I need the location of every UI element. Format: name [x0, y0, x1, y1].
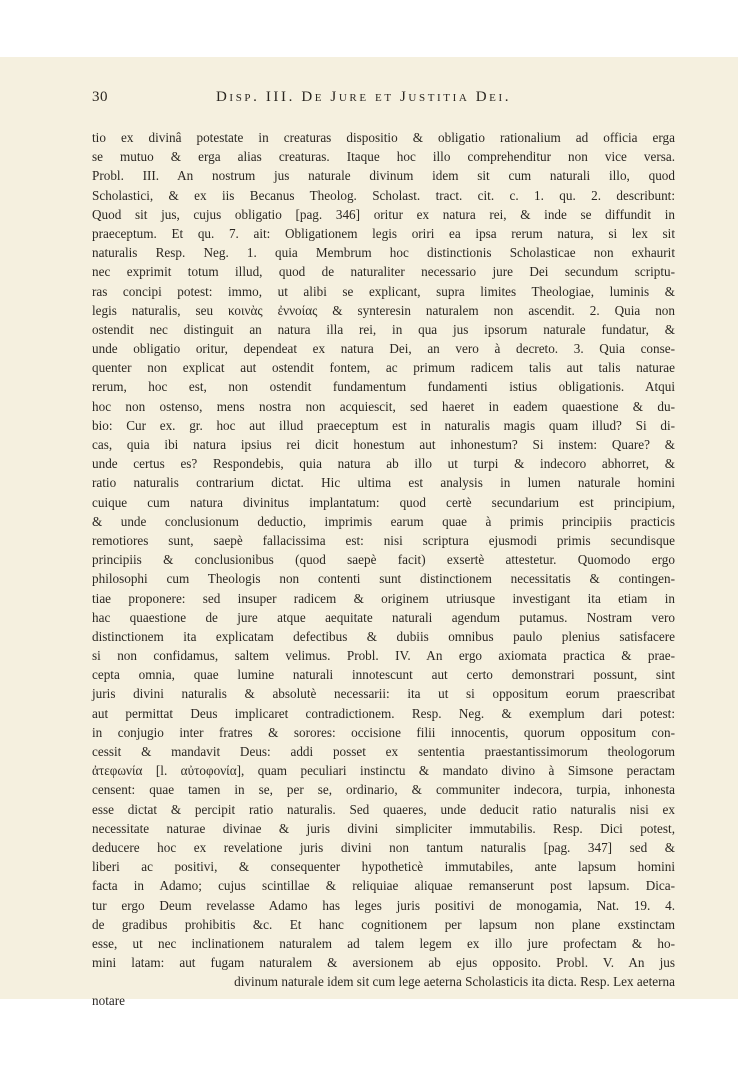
- text-line: juris divini naturalis & absolutè necessarii: ita ut si oppositum eorum praescribat: [92, 686, 675, 702]
- text-line: quenter non explicat aut ostendit fontem, ac primum radicem talis aut talis naturae: [92, 360, 675, 376]
- text-line: de gradibus prohibitis &c. Et hanc cognitionem per lapsum non plane exstinctam: [92, 916, 675, 932]
- text-line: hac quaestione de jure atque aequitate naturali agendum putamus. Nostram vero: [92, 609, 675, 625]
- text-line: divinum naturale idem sit cum lege aeterna Scholasticis ita dicta. Resp. Lex aeterna: [234, 974, 675, 990]
- text-line: cas, quia ibi natura ipsius rei dicit honestum aut inhonestum? Si instem: Quare? &: [92, 437, 675, 452]
- text-line: aut permittat Deus implicaret contradictionem. Resp. Neg. & exemplum dari potest:: [92, 705, 675, 721]
- text-line: in conjugio inter fratres & sorores: occisione filii innocentis, quorum oppositum con-: [92, 724, 675, 740]
- text-line: hoc non ostenso, mens nostra non acquiescit, sed haeret in eadem quaestione & du-: [92, 398, 675, 414]
- text-line: distinctionem ita explicatam defectibus & dubiis omnibus paulo plenius satisfacere: [92, 628, 675, 644]
- running-header: [0, 89, 738, 109]
- text-line: necessitate naturae divinae & juris divini simpliciter immutabilis. Resp. Dici potest,: [92, 820, 675, 836]
- text-line: si non confidamus, saltem velimus. Probl. IV. An ergo axiomata practica & prae-: [92, 648, 675, 664]
- text-line: cepta omnia, quae lumine naturali innotescunt aut certo demonstrari possunt, sint: [92, 667, 675, 683]
- text-line: ras concipi potest: immo, ut alibi se explicant, supra limites Theologiae, luminis &: [92, 283, 675, 299]
- text-line: cuique cum natura divinitus implantatum: quod certè secundarium est principium,: [92, 494, 675, 510]
- text-line: esse, ut nec inclinationem naturalem ad talem legem ex illo jure profectam & ho-: [92, 935, 675, 951]
- text-line: ἀτεφωνία [l. αὐτοφονία], quam peculiari instinctu & mandato divino à Simsone peractam: [92, 763, 675, 779]
- running-title: Disp. III. De Jure et Justitia Dei.: [216, 89, 512, 105]
- text-line: Probl. III. An nostrum jus naturale divinum idem sit cum naturali illo, quod: [92, 168, 675, 184]
- text-line: principiis & conclusionibus (quod saepè facit) exsertè attestetur. Quomodo ergo: [92, 552, 675, 568]
- body-text: [92, 128, 675, 1011]
- text-line: tio ex divinâ potestate in creaturas dispositio & obligatio rationalium ad officia erga: [92, 130, 675, 145]
- text-line: mini latam: aut fugam naturalem & aversionem ab ejus opposito. Probl. V. An jus: [92, 955, 675, 971]
- text-line: legis naturalis, seu κοινὰς ἐννοίας & synteresin naturalem non ascendit. 2. Quia non: [92, 302, 675, 318]
- text-line: unde certus es? Respondebis, quia natura ab illo ut turpi & indecoro abhorret, &: [92, 456, 675, 472]
- text-line: ratio naturalis contrarium dictat. Hic ultima est analysis in lumen naturale homini: [92, 475, 675, 491]
- text-line: philosophi cum Theologis non contenti sunt distinctionem necessitatis & contingen-: [92, 571, 675, 587]
- text-line: censent: quae tamen in se, per se, ordinario, & communiter indecora, turpia, inhonesta: [92, 782, 675, 798]
- text-line: tur ergo Deum revelasse Adamo has leges juris positivi de monogamia, Nat. 19. 4.: [92, 897, 675, 913]
- catchword: notare: [92, 993, 125, 1009]
- text-line: remotiores sunt, saepè fallacissima est: nisi scriptura ejusmodi primis secundisque: [92, 532, 675, 548]
- text-line: naturalis Resp. Neg. 1. quia Membrum hoc distinctionis Scholasticae non exhaurit: [92, 245, 675, 261]
- text-line: Quod sit jus, cujus obligatio [pag. 346] oritur ex natura rei, & inde se diffundit in: [92, 206, 675, 222]
- text-line: cessit & mandavit Deus: addi posset ex sententia praestantissimorum theologorum: [92, 744, 675, 759]
- text-line: esse dictat & percipit ratio naturalis. Sed quaeres, unde deducit ratio naturalis nisi ex: [92, 801, 675, 817]
- text-line: nec exprimit totum illud, quod de naturaliter necessario jure Dei secundum scriptu-: [92, 264, 675, 280]
- text-line: rerum, hoc est, non ostendit fundamentum fundamenti istius obligationis. Atqui: [92, 379, 675, 395]
- text-line: unde obligatio oritur, dependeat ex natura Dei, an vero à decreto. 3. Quia conse-: [92, 341, 675, 357]
- text-line: se mutuo & erga alias creaturas. Itaque hoc illo comprehenditur non vice versa.: [92, 149, 675, 165]
- text-line: liberi ac positivi, & consequenter hypotheticè immutabiles, ante lapsum homini: [92, 859, 675, 875]
- page-number: 30: [92, 89, 108, 105]
- book-page: [0, 57, 738, 1009]
- text-line: Scholastici, & ex iis Becanus Theolog. Scholast. tract. cit. c. 1. qu. 2. describunt:: [92, 187, 675, 203]
- text-line: praeceptum. Et qu. 7. ait: Obligationem legis oriri ea ipsa rerum natura, si lex sit: [92, 225, 675, 241]
- text-line: facta in Adamo; cujus scintillae & reliquiae aliquae remanserunt post lapsum. Dica-: [92, 878, 675, 894]
- text-line: deducere hoc ex revelatione juris divini non tantum naturalis [pag. 347] sed &: [92, 839, 675, 855]
- text-line: & unde conclusionum deductio, imprimis earum quae à primis principiis practicis: [92, 513, 675, 529]
- text-line: ostendit nec distinguit an natura illa rei, in qua jus ipsorum naturale fundatur, &: [92, 321, 675, 337]
- text-line: bio: Cur ex. gr. hoc aut illud praeceptum est in naturalis magis quam illud? Si di-: [92, 417, 675, 433]
- text-line: tiae proponere: sed insuper radicem & originem utriusque investigant ita etiam in: [92, 590, 675, 606]
